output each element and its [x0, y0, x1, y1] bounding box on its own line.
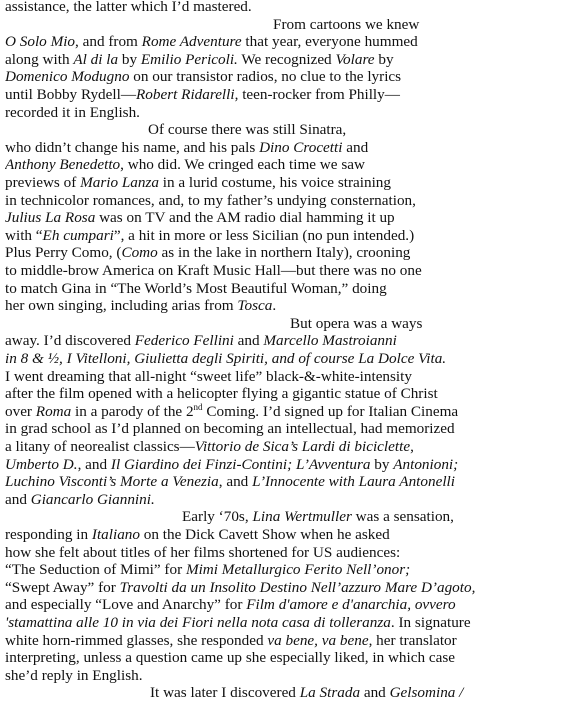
italic-text-run: L’Innocente with Laura Antonelli: [252, 473, 455, 491]
text-run: by: [374, 50, 394, 68]
text-run: We recognized: [237, 50, 336, 68]
italic-text-run: Volare: [335, 50, 375, 68]
italic-text-run: Travolti da un Insolito Destino Nell’azzuro Mare D’agoto,: [119, 578, 476, 596]
text-run: white horn-rimmed glasses, she responded: [5, 631, 268, 649]
italic-text-run: Tosca: [237, 297, 273, 315]
italic-text-run: Robert Ridarelli: [136, 86, 235, 103]
text-run: to match Gina in “The World’s Most Beautiful Woman,” doing: [5, 279, 387, 297]
text-run: assistance, the latter which I’d mastered.: [5, 0, 252, 15]
text-run: by: [370, 455, 394, 473]
text-run: along with: [5, 50, 74, 68]
text-run: in grad school as I’d planned on becoming an intellectual, had memorized: [5, 420, 455, 438]
text-run: . In signature: [390, 614, 471, 631]
italic-text-run: Roma: [35, 402, 72, 420]
superscript-text-run: nd: [193, 401, 203, 412]
text-run: and especially “Love and Anarchy” for: [5, 596, 247, 614]
italic-text-run: in 8 & ½, I Vitelloni, Giulietta degli Spiriti, and of course La Dolce Vita.: [5, 350, 447, 367]
text-run: From cartoons we knew: [273, 15, 420, 33]
text-run: Plus Perry Como, (: [5, 244, 122, 262]
text-run: , and from: [75, 33, 142, 51]
text-run: , and: [218, 473, 253, 491]
text-run: , and: [77, 455, 111, 473]
italic-text-run: Film d'amore e d'anarchia, ovvero: [246, 596, 456, 614]
italic-text-run: Domenico Modugno: [5, 68, 130, 86]
text-run: by: [118, 50, 141, 68]
text-run: , her translator: [368, 631, 457, 649]
italic-text-run: Gelsomina /: [389, 684, 464, 702]
italic-text-run: Anthony Benedetto: [5, 156, 121, 174]
italic-text-run: Luchino Visconti’s Morte a Venezia: [5, 473, 219, 491]
text-run: after the film opened with a helicopter flying a gigantic statue of Christ: [5, 385, 438, 403]
text-run: was on TV and the AM radio dial hamming it up: [95, 209, 395, 227]
italic-text-run: Giancarlo Giannini.: [30, 490, 155, 508]
text-run: “Swept Away” for: [5, 578, 120, 596]
text-run: away. I’d discovered: [5, 332, 135, 350]
text-run: and: [5, 490, 31, 508]
text-run: her own singing, including arias from: [5, 297, 238, 315]
italic-text-run: Italiano: [91, 526, 140, 543]
italic-text-run: Julius La Rosa: [5, 209, 96, 227]
text-run: Of course there was still Sinatra,: [148, 121, 347, 139]
text-run: , who did. We cringed each time we saw: [120, 156, 365, 174]
italic-text-run: Antonioni;: [393, 455, 459, 473]
italic-text-run: Dino Crocetti: [259, 138, 343, 156]
italic-text-run: Mimi Metallurgico Ferito Nell’onor;: [185, 561, 411, 579]
italic-text-run: Lina Wertmuller: [252, 508, 352, 526]
italic-text-run: La Strada: [299, 684, 361, 702]
italic-text-run: Umberto D.: [5, 455, 78, 473]
italic-text-run: Marcello Mastroianni: [263, 332, 397, 350]
text-line: [150, 683, 578, 703]
text-run: on our transistor radios, no clue to the lyrics: [129, 68, 402, 86]
italic-text-run: Como: [121, 244, 158, 262]
text-run: in a parody of the 2: [71, 402, 194, 420]
text-run: until Bobby Rydell—: [5, 86, 137, 103]
italic-text-run: va bene, va bene: [267, 631, 369, 649]
text-run: over: [5, 402, 36, 420]
italic-text-run: Eh cumpari: [42, 226, 114, 244]
text-run: and: [233, 332, 264, 350]
text-run: recorded it in English.: [5, 103, 140, 121]
text-run: .: [272, 297, 277, 315]
italic-text-run: Al di la: [73, 50, 119, 68]
text-run: responding in: [5, 526, 92, 543]
text-run: I went dreaming that all-night “sweet life” black-&-white-intensity: [5, 367, 412, 385]
text-run: and: [342, 138, 369, 156]
italic-text-run: Il Giardino dei Finzi-Contini; L’Avventura: [110, 455, 371, 473]
text-run: was a sensation,: [351, 508, 454, 526]
text-run: “The Seduction of Mimi” for: [5, 561, 186, 579]
text-run: that year, everyone hummed: [241, 33, 418, 51]
text-run: a litany of neorealist classics—: [5, 438, 195, 455]
text-run: as in the lake in northern Italy), crooning: [157, 244, 411, 262]
text-run: and: [360, 684, 390, 702]
text-run: Coming. I’d signed up for Italian Cinema: [202, 402, 459, 420]
text-run: interpreting, unless a question came up she especially liked, in which case: [5, 649, 456, 667]
italic-text-run: Mario Lanza: [80, 174, 159, 191]
italic-text-run: 'stamattina alle 10 in via dei Fiori nella nota casa di tolleranza: [5, 614, 391, 631]
italic-text-run: Emilio Pericoli.: [140, 50, 238, 68]
text-run: Early ‘70s,: [182, 508, 253, 526]
text-run: in technicolor romances, and, to my father’s undying consternation,: [5, 191, 416, 209]
text-run: ,: [410, 438, 414, 455]
text-run: It was later I discovered: [150, 684, 300, 702]
text-run: previews of: [5, 174, 81, 191]
text-run: she’d reply in English.: [5, 666, 143, 684]
italic-text-run: Federico Fellini: [134, 332, 234, 350]
text-run: ”, a hit in more or less Sicilian (no pun intended.): [113, 226, 415, 244]
text-run: on the Dick Cavett Show when he asked: [140, 526, 390, 543]
italic-text-run: Rome Adventure: [141, 33, 242, 51]
italic-text-run: Vittorio de Sica’s Lardi di biciclette: [194, 438, 411, 455]
text-run: But opera was a ways: [290, 314, 423, 332]
italic-text-run: O Solo Mio: [5, 33, 76, 51]
text-run: who didn’t change his name, and his pals: [5, 138, 260, 156]
text-run: how she felt about titles of her films shortened for US audiences:: [5, 543, 401, 561]
text-run: with “: [5, 226, 43, 244]
text-run: , teen-rocker from Philly—: [234, 86, 400, 103]
text-run: to middle-brow America on Kraft Music Hall—but there was no one: [5, 262, 422, 279]
text-run: in a lurid costume, his voice straining: [158, 174, 391, 191]
